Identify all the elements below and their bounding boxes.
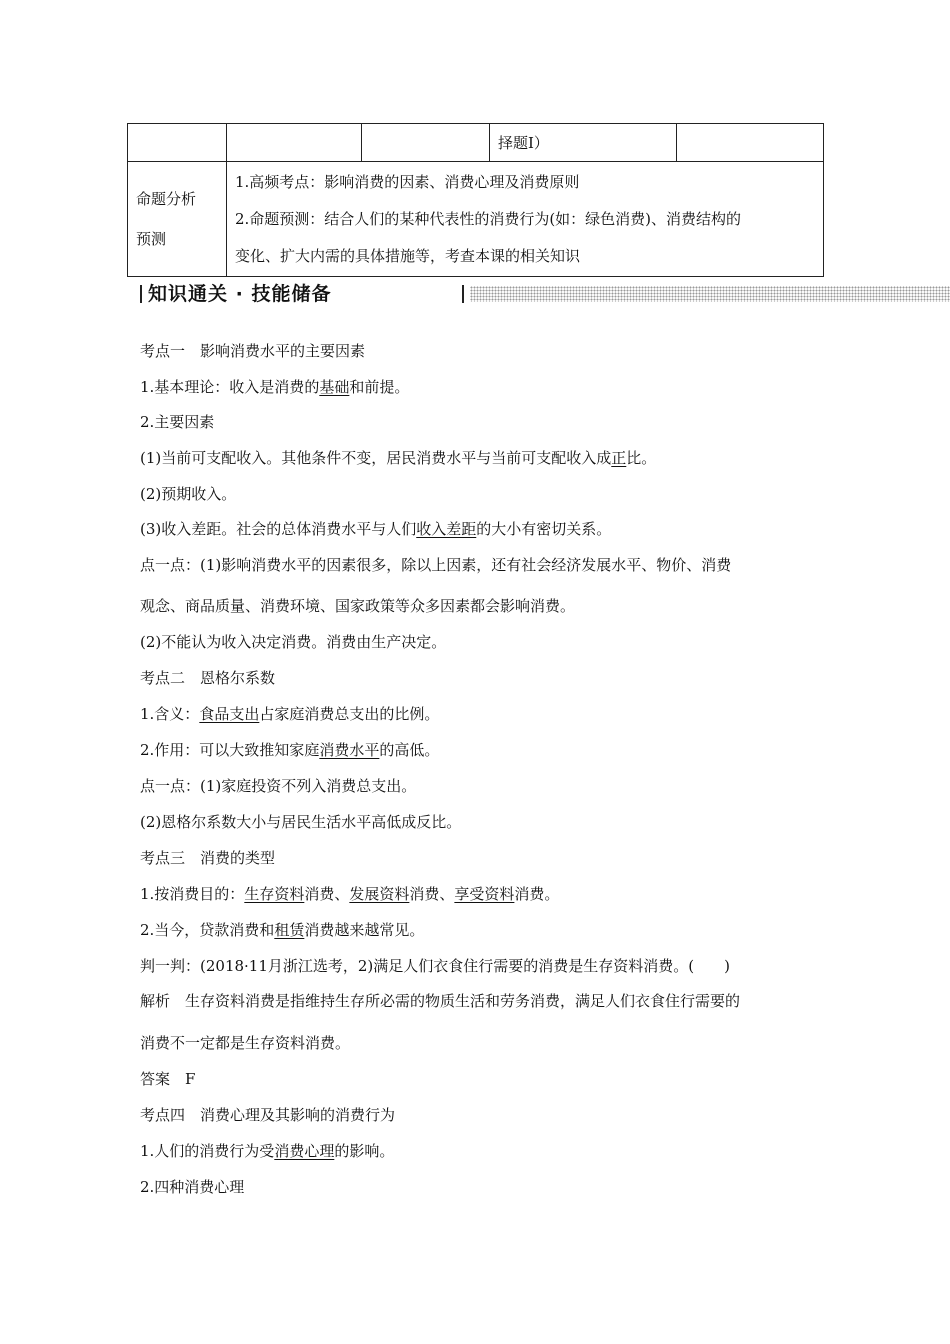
key-term: 消费心理 xyxy=(274,1142,335,1160)
table-cell xyxy=(362,124,490,162)
content-line: 2.命题预测：结合人们的某种代表性的消费行为(如：绿色消费)、消费结构的 xyxy=(235,209,742,228)
text-line: 1.人们的消费行为受消费心理的影响。 xyxy=(140,1142,395,1160)
answer-line: 答案 F xyxy=(140,1070,196,1088)
analysis-line: 解析 生存资料消费是指维持生存所必需的物质生活和劳务消费，满足人们衣食住行需要的 xyxy=(140,992,741,1010)
text-line: (2)预期收入。 xyxy=(140,485,237,503)
note-line: (2)恩格尔系数大小与居民生活水平高低成反比。 xyxy=(140,813,462,831)
content-line: 1.高频考点：影响消费的因素、消费心理及消费原则 xyxy=(235,172,580,191)
table-row xyxy=(128,162,824,277)
text-line: 2.作用：可以大致推知家庭消费水平的高低。 xyxy=(140,741,440,759)
key-term: 发展资料 xyxy=(349,885,410,903)
table-label-cell xyxy=(128,162,227,277)
key-term: 基础 xyxy=(319,378,350,396)
table-cell: 择题Ⅰ） xyxy=(490,124,677,162)
table-cell xyxy=(677,124,824,162)
text-line: 2.主要因素 xyxy=(140,413,215,431)
text-line: (1)当前可支配收入。其他条件不变，居民消费水平与当前可支配收入成正比。 xyxy=(140,449,657,467)
key-term: 食品支出 xyxy=(199,705,260,723)
text-line: 1.按消费目的：生存资料消费、发展资料消费、享受资料消费。 xyxy=(140,885,560,903)
note-line: 观念、商品质量、消费环境、国家政策等众多因素都会影响消费。 xyxy=(140,597,576,615)
table-cell xyxy=(227,124,362,162)
text-line: 2.四种消费心理 xyxy=(140,1178,245,1196)
label-line: 预测 xyxy=(136,230,167,248)
banner-dot-pattern xyxy=(470,286,950,302)
section-heading: 考点四 消费心理及其影响的消费行为 xyxy=(140,1106,396,1124)
label-line: 命题分析 xyxy=(136,190,197,208)
key-term: 享受资料 xyxy=(454,885,515,903)
judge-question: 判一判：(2018·11月浙江选考，2)满足人们衣食住行需要的消费是生存资料消费。( ) xyxy=(140,957,730,975)
analysis-line: 消费不一定都是生存资料消费。 xyxy=(140,1034,351,1052)
table-row xyxy=(128,124,824,162)
content-line: 变化、扩大内需的具体措施等，考查本课的相关知识 xyxy=(235,246,581,265)
section-heading: 考点三 消费的类型 xyxy=(140,849,276,867)
key-term: 正 xyxy=(611,449,627,467)
banner-divider xyxy=(462,285,464,303)
text-line: 1.基本理论：收入是消费的基础和前提。 xyxy=(140,378,410,396)
text-line: 2.当今，贷款消费和租赁消费越来越常见。 xyxy=(140,921,425,939)
note-line: 点一点：(1)影响消费水平的因素很多，除以上因素，还有社会经济发展水平、物价、消费 xyxy=(140,556,732,574)
note-line: 点一点：(1)家庭投资不列入消费总支出。 xyxy=(140,777,417,795)
section-banner xyxy=(140,281,810,307)
exam-info-table xyxy=(127,123,824,277)
table-content-cell xyxy=(227,162,824,277)
key-term: 生存资料 xyxy=(244,885,305,903)
key-term: 租赁 xyxy=(274,921,305,939)
note-line: (2)不能认为收入决定消费。消费由生产决定。 xyxy=(140,633,447,651)
key-term: 收入差距 xyxy=(416,520,477,538)
table-cell xyxy=(128,124,227,162)
section-heading: 考点二 恩格尔系数 xyxy=(140,669,276,687)
banner-divider xyxy=(140,285,142,303)
text-line: (3)收入差距。社会的总体消费水平与人们收入差距的大小有密切关系。 xyxy=(140,520,612,538)
banner-title: 知识通关 · 技能储备 xyxy=(148,283,332,305)
text-line: 1.含义：食品支出占家庭消费总支出的比例。 xyxy=(140,705,440,723)
key-term: 消费水平 xyxy=(319,741,380,759)
section-heading: 考点一 影响消费水平的主要因素 xyxy=(140,342,366,360)
